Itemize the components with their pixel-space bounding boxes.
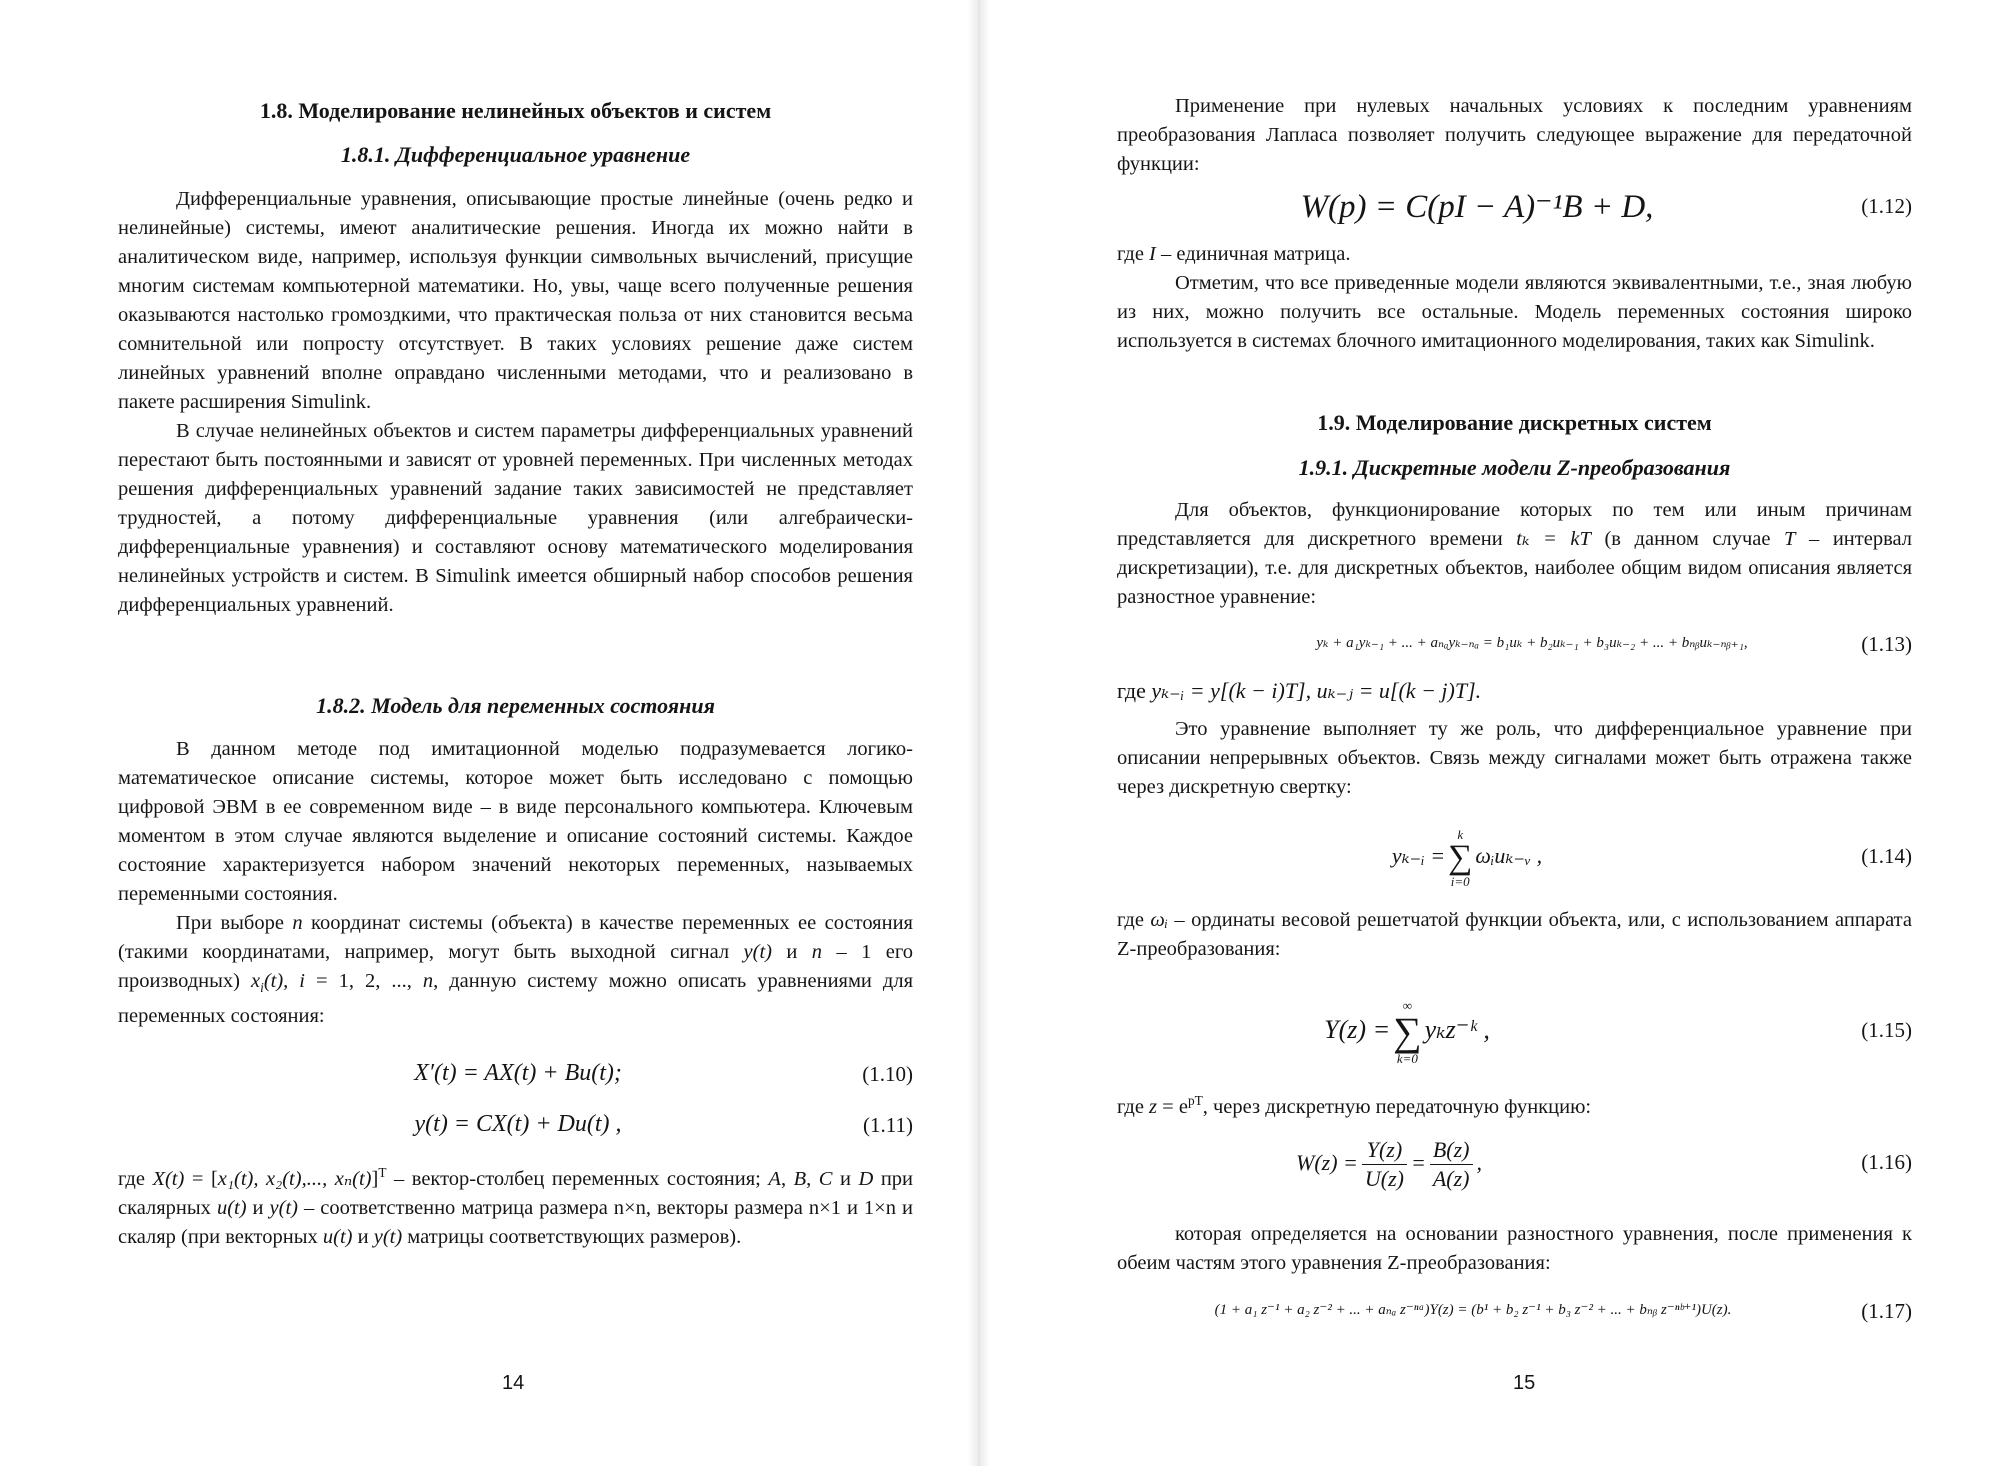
book-spine xyxy=(968,0,990,1466)
equation: y(t) = CX(t) + Du(t) , xyxy=(414,1111,622,1137)
text-block-1 xyxy=(1117,92,1912,179)
paragraph: где $z = e^{pT}$, через дискретную передаточную функцию: xyxy=(1117,1093,1592,1118)
text-block-6 xyxy=(1117,906,1912,964)
text-block-7 xyxy=(1117,1086,1912,1122)
fraction: $\frac{Y(z)}{U(z)}$ xyxy=(1362,1136,1407,1193)
right-page xyxy=(1117,0,1912,1466)
equation-number: (1.10) xyxy=(862,1062,913,1086)
page-number: 14 xyxy=(502,1372,525,1394)
summation-symbol: k ∑ i=0 xyxy=(1448,826,1473,889)
equation-1-11 xyxy=(118,1104,913,1148)
equation-1-12 xyxy=(1117,185,1912,229)
fraction: $\frac{B(z)}{A(z)}$ xyxy=(1430,1136,1473,1193)
paragraph: В данном методе под имитационной моделью подразумевается логико-математическое описание системы, которое может быть исследовано с помощью цифровой ЭВМ в ее современном виде – в виде персонального компьютера. Ключевым моментом в этом случае являются выделение и описание состояний системы. Каждое состояние характеризуется набором значений некоторых переменных, называемых переменными состояния. xyxy=(118,738,913,905)
paragraph: При выборе n координат системы (объекта) в качестве переменных ее состояния (такими координатами, например, могут быть выходной сигнал y(t) и n – 1 его производных) $x_i(t)$, i = 1, 2, ..., n, данную систему можно описать уравнениями для переменных состояния: xyxy=(118,912,914,1028)
equation-number: (1.11) xyxy=(863,1113,913,1137)
paragraph: Для объектов, функционирование которых по тем или иным причинам представляется для дискретного времени tₖ = kT (в данном случае T – интервал дискретизации), т.е. для дискретных объектов, наиболее общим видом описания является разностное уравнение: xyxy=(1117,499,1912,608)
paragraph: Дифференциальные уравнения, описывающие простые линейные (очень редко и нелинейные) системы, имеют аналитические решения. Иногда их можно найти в аналитическом виде, например, используя функции символьных вычислений, присущие многим системам компьютерной математики. Но, увы, чаще всего полученные решения оказываются настолько громоздкими, что практическая польза от них становится весьма сомнительной или попросту отсутствует. В таких условиях решение даже систем линейных уравнений вполне оправдано численными методами, что и реализовано в пакете расширения Simulink. xyxy=(118,188,913,413)
equation-1-14 xyxy=(1117,826,1912,890)
equation-1-16 xyxy=(1117,1128,1912,1198)
paragraph: где X(t) = [x₁(t), x₂(t),..., xₙ(t)]$^T$ – вектор-столбец переменных состояния; A, B, C и D при скалярных u(t) и y(t) – соответственно матрица размера n×n, векторы размера n×1 и 1×n и скаляр (при векторных u(t) и y(t) матрицы соответствующих размеров). xyxy=(118,1165,914,1248)
text-block-4 xyxy=(1117,676,1912,705)
text-block-3 xyxy=(118,1158,913,1252)
section-heading-1-8: 1.8. Моделирование нелинейных объектов и систем xyxy=(259,98,772,123)
paragraph: где I – единичная матрица. xyxy=(1117,243,1351,265)
equation: Y(z) = ∞ ∑ k=0 yₖz⁻ᵏ , xyxy=(1324,998,1490,1067)
equation: (1 + a₁ z⁻¹ + a₂ z⁻² + ... + aₙₐ z⁻ⁿᵃ)Y(z) = (b¹ + b₂ z⁻¹ + b₃ z⁻² + ... + bₙᵦ z⁻ⁿᵇ⁺¹)U(z). xyxy=(1214,1302,1732,1318)
equation: yₖ + a₁yₖ₋₁ + ... + aₙₐyₖ₋ₙₐ = b₁uₖ + b₂uₖ₋₁ + b₃uₖ₋₂ + ... + bₙᵦuₖ₋ₙᵦ₊₁, xyxy=(1316,635,1748,651)
paragraph: где yₖ₋ᵢ = y[(k − i)T], uₖ₋ⱼ = u[(k − j)T]. xyxy=(1117,678,1482,703)
equation-number: (1.13) xyxy=(1861,632,1912,656)
equation-1-15 xyxy=(1117,990,1912,1070)
section-heading-1-9: 1.9. Моделирование дискретных систем xyxy=(1317,410,1712,435)
subsection-heading-1-9-1: 1.9.1. Дискретные модели Z-преобразования xyxy=(1298,455,1731,480)
paragraph: Это уравнение выполняет ту же роль, что дифференциальное уравнение при описании непрерывных объектов. Связь между сигналами может быть отражена также через дискретную свертку: xyxy=(1117,718,1912,798)
summation-symbol: ∞ ∑ k=0 xyxy=(1393,998,1422,1067)
equation-number: (1.14) xyxy=(1861,844,1912,868)
subsection-heading-1-8-1: 1.8.1. Дифференциальное уравнение xyxy=(340,142,691,167)
text-block-1 xyxy=(118,185,913,620)
equation-number: (1.16) xyxy=(1861,1150,1912,1174)
paragraph: где ωᵢ – ординаты весовой решетчатой функции объекта, или, с использованием аппарата Z-преобразования: xyxy=(1117,909,1912,960)
equation-number: (1.17) xyxy=(1861,1299,1912,1323)
equation: W(z) = $\frac{Y(z)}{U(z)}$ = $\frac{B(z)}{A(z)}$ , xyxy=(1295,1137,1483,1192)
paragraph: Отметим, что все приведенные модели являются эквивалентными, т.е., зная любую из них, можно получить все остальные. Модель переменных состояния широко используется в системах блочного имитационного моделирования, таких как Simulink. xyxy=(1117,272,1912,352)
equation-1-10 xyxy=(118,1053,913,1097)
equation-number: (1.15) xyxy=(1861,1018,1912,1042)
text-block-2 xyxy=(118,735,913,1031)
text-block-3 xyxy=(1117,496,1912,612)
equation-1-17 xyxy=(1117,1290,1912,1334)
paragraph: которая определяется на основании разностного уравнения, после применения к обеим частям этого уравнения Z-преобразования: xyxy=(1117,1223,1912,1274)
text-block-8 xyxy=(1117,1220,1912,1278)
paragraph: В случае нелинейных объектов и систем параметры дифференциальных уравнений перестают быть постоянными и зависят от уровней переменных. При численных методах решения дифференциальных уравнений задание таких зависимостей не представляет трудностей, а потому дифференциальные уравнения (или алгебраически-дифференциальные уравнения) и составляют основу математического моделирования нелинейных устройств и систем. В Simulink имеется обширный набор способов решения дифференциальных уравнений. xyxy=(118,420,913,616)
equation: X′(t) = AX(t) + Bu(t); xyxy=(414,1060,622,1086)
text-block-5 xyxy=(1117,715,1912,802)
paragraph: Применение при нулевых начальных условиях к последним уравнениям преобразования Лапласа позволяет получить следующее выражение для передаточной функции: xyxy=(1117,95,1912,175)
text-block-2 xyxy=(1117,240,1912,356)
subsection-heading-1-8-2: 1.8.2. Модель для переменных состояния xyxy=(316,693,715,718)
page-number: 15 xyxy=(1513,1372,1536,1394)
equation-1-13 xyxy=(1117,623,1912,667)
equation: yₖ₋ᵢ = k ∑ i=0 ωᵢuₖ₋ᵥ , xyxy=(1391,826,1543,889)
left-page xyxy=(118,0,913,1466)
equation: W(p) = C(pI − A)⁻¹B + D, xyxy=(1300,189,1654,225)
equation-number: (1.12) xyxy=(1861,194,1912,218)
